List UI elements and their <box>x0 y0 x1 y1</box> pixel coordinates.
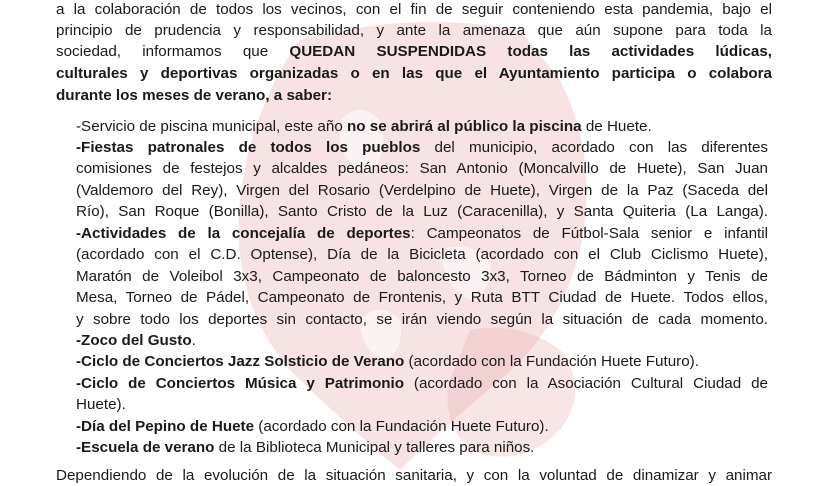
deportes-text-3: Maratón de Voleibol 3x3, Campeonato de baloncesto 3x3, Torneo de Bádminton y Tenis de <box>76 268 768 285</box>
list-item-pepino <box>76 417 768 437</box>
deportes-text-5: y sobre todo los deportes sin contacto, se irán viendo según la situación de cada momento. <box>76 311 768 328</box>
fiestas-text-3: (Valdemoro del Rey), Virgen del Rosario (Verdelpino de Huete), Virgen de la Paz (Saceda del <box>76 182 768 199</box>
suspension-announcement: QUEDAN SUSPENDIDAS todas las actividades lúdicas, <box>289 43 772 60</box>
list-item-jazz <box>76 352 768 372</box>
fiestas-text-2: comisiones de festejos y alcaldes pedáneos: San Antonio (Moncalvillo de Huete), San Juan <box>76 160 768 177</box>
intro-line-2 <box>56 21 772 41</box>
intro-line-5 <box>56 86 772 106</box>
jazz-text: (acordado con la Fundación Huete Futuro). <box>404 353 699 370</box>
list-item-escuela <box>76 438 768 458</box>
intro-text-1: a la colaboración de todos los vecinos, con el fin de seguir conteniendo esta pandemia, bajo el <box>56 1 772 18</box>
fiestas-bold: -Fiestas patronales de todos los pueblos <box>76 139 421 156</box>
intro-line-1 <box>56 0 772 20</box>
escuela-bold: -Escuela de verano <box>76 439 215 456</box>
deportes-line-5 <box>76 310 768 330</box>
piscina-bold: no se abrirá al público la piscina <box>346 118 582 135</box>
deportes-line-2 <box>76 245 768 265</box>
escuela-text: de la Biblioteca Municipal y talleres para niños. <box>214 439 535 456</box>
deportes-text-4: Mesa, Torneo de Pádel, Campeonato de Frontenis, y Ruta BTT Ciudad de Huete. Todos ellos, <box>76 289 768 306</box>
fiestas-line-4 <box>76 202 768 222</box>
fiestas-text-4: Río), San Roque (Bonilla), Santo Cristo de la Luz (Caracenilla), y Santa Quiteria (La Langa). <box>76 203 768 220</box>
deportes-text-2: (acordado con el C.D. Optense), Día de la Bicicleta (acordado con el Club Ciclismo Huete), <box>76 246 768 263</box>
intro-text-2: principio de prudencia y responsabilidad, y ante la amenaza que aún supone para toda la <box>56 22 772 39</box>
intro-line-3 <box>56 42 772 62</box>
intro-text-3: sociedad, informamos que <box>56 43 290 60</box>
list-item-musica <box>76 374 768 394</box>
fiestas-line-3 <box>76 181 768 201</box>
musica-text: (acordado con la Asociación Cultural Ciudad de <box>404 375 768 392</box>
list-item-fiestas <box>76 138 768 158</box>
suspension-period: durante los meses de verano, a saber: <box>56 87 333 104</box>
deportes-line-4 <box>76 288 768 308</box>
fiestas-line-2 <box>76 159 768 179</box>
zoco-bold: -Zoco del Gusto <box>76 332 192 349</box>
list-item-zoco <box>76 331 768 351</box>
list-item-piscina <box>76 117 768 137</box>
musica-text-2: Huete). <box>76 396 126 413</box>
deportes-line-3 <box>76 267 768 287</box>
musica-line-2 <box>76 395 768 415</box>
zoco-end: . <box>191 332 196 349</box>
piscina-end: de Huete. <box>581 118 652 135</box>
musica-bold: -Ciclo de Conciertos Música y Patrimonio <box>76 375 405 392</box>
deportes-text: : Campeonatos de Fútbol-Sala senior e infantil <box>410 225 769 242</box>
closing-text-1: Dependiendo de la evolución de la situación sanitaria, y con la voluntad de dinamizar y animar <box>56 467 772 484</box>
list-item-deportes <box>76 224 768 244</box>
pepino-bold: -Día del Pepino de Huete <box>76 418 255 435</box>
fiestas-text: del municipio, acordado con las diferentes <box>420 139 769 156</box>
intro-line-4 <box>56 64 772 84</box>
pepino-text: (acordado con la Fundación Huete Futuro). <box>254 418 549 435</box>
closing-line-1 <box>56 466 772 486</box>
deportes-bold: -Actividades de la concejalía de deportes <box>76 225 411 242</box>
suspension-scope: culturales y deportivas organizadas o en las que el Ayuntamiento participa o colabora <box>56 65 772 82</box>
piscina-text: -Servicio de piscina municipal, este año <box>76 118 347 135</box>
jazz-bold: -Ciclo de Conciertos Jazz Solsticio de Verano <box>76 353 405 370</box>
